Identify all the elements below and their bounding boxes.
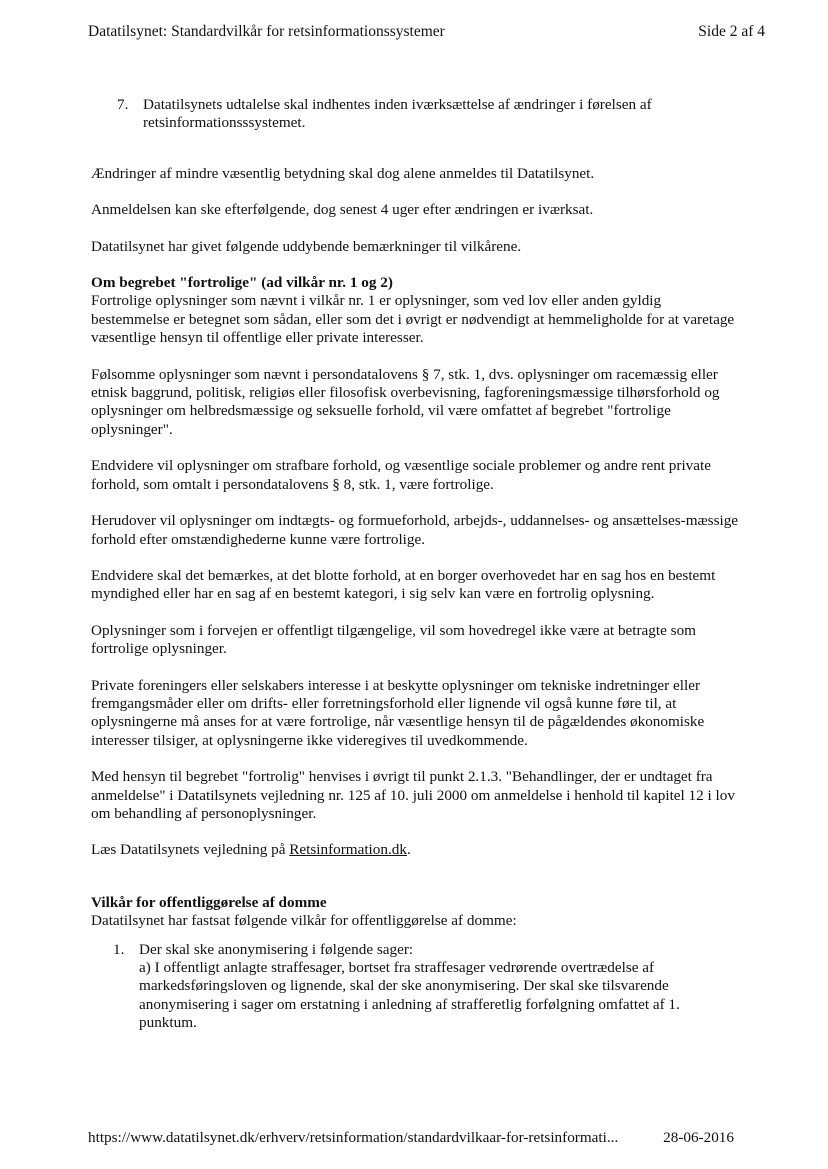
list-item-number: 7. [117, 96, 129, 113]
list-item-number: 1. [113, 940, 125, 958]
page-number: Side 2 af 4 [698, 23, 765, 40]
paragraph-minor-changes: Ændringer af mindre væsentlig betydning skal dog alene anmeldes til Datatilsynet. [91, 164, 595, 182]
list-item-text: Datatilsynets udtalelse skal indhentes inden iværksættelse af ændringer i førelsen af retsinformationsssystemet. [143, 96, 652, 132]
paragraph-fortrolige-4: Herudover vil oplysninger om indtægts- og formueforhold, arbejds-, uddannelses- og ansættelses-mæssige forhold efter omstændighederne kunne være fortrolige. [91, 512, 739, 548]
paragraph-report-timing: Anmeldelsen kan ske efterfølgende, dog senest 4 uger efter ændringen er iværksat. [91, 201, 594, 219]
paragraph-fortrolige-1: Fortrolige oplysninger som nævnt i vilkår nr. 1 er oplysninger, som ved lov eller anden gyldig bestemmelse er betegnet som sådan, eller som det i øvrigt er nødvendigt at hemmeligholde for at varetage væsentlige hensyn til offentlige eller private interesser. [91, 292, 735, 347]
paragraph-domme-intro: Datatilsynet har fastsat følgende vilkår for offentliggørelse af domme: [91, 912, 517, 930]
document-title: Datatilsynet: Standardvilkår for retsinformationssystemer [88, 23, 445, 40]
page-header [88, 23, 765, 41]
list-item-1 [91, 941, 741, 1033]
read-guide-suffix: . [406, 841, 411, 859]
list-item-7 [91, 96, 741, 133]
paragraph-remarks: Datatilsynet har givet følgende uddybende bemærkninger til vilkårene. [91, 237, 522, 255]
paragraph-fortrolige-5: Endvidere skal det bemærkes, at det blotte forhold, at en borger overhovedet har en sag hos en bestemt myndighed eller har en sag af en bestemt kategori, i sig selv kan være en fortrolig oplysning. [91, 566, 716, 603]
section-heading-domme: Vilkår for offentliggørelse af domme [91, 893, 327, 911]
paragraph-fortrolige-3: Endvidere vil oplysninger om strafbare forhold, og væsentlige sociale problemer og andre rent private forhold, som omtalt i persondatalovens § 8, stk. 1, være fortrolige. [91, 457, 711, 493]
paragraph-fortrolige-7: Private foreningers eller selskabers interesse i at beskytte oplysninger om tekniske indretninger eller fremgangsmåder eller om drifts- eller forretningsforhold eller lignende vil også kunne føre til, at oplysningerne må anses for at være fortrolige, når væsentlige hensyn til de pågældendes økonomiske interesser tilsiger, at oplysningerne ikke videregives til uvedkommende. [91, 676, 705, 749]
list-item-subtext: a) I offentligt anlagte straffesager, bortset fra straffesager vedrørende overtrædelse af markedsføringsloven og lignende, skal der ske anonymisering. Der skal ske tilsvarende anonymisering i sager om erstatning i anledning af strafferetlig forfølgning omfattet af 1. punktum. [139, 959, 680, 1032]
retsinformation-link[interactable]: Retsinformation.dk [289, 841, 407, 859]
list-item-content [129, 941, 741, 1033]
document-body [91, 96, 741, 1033]
read-guide-prefix: Læs Datatilsynets vejledning på [91, 841, 290, 859]
paragraph-fortrolige-6: Oplysninger som i forvejen er offentligt tilgængelige, vil som hovedregel ikke være at betragte som fortrolige oplysninger. [91, 621, 696, 658]
list-item-text: Der skal ske anonymisering i følgende sager: [139, 940, 414, 958]
page-footer [88, 1129, 734, 1147]
source-url: https://www.datatilsynet.dk/erhverv/retsinformation/standardvilkaar-for-retsinformati... [88, 1129, 619, 1146]
section-heading-fortrolige: Om begrebet "fortrolige" (ad vilkår nr. 1 og 2) [91, 274, 393, 292]
paragraph-fortrolige-2: Følsomme oplysninger som nævnt i persondatalovens § 7, stk. 1, dvs. oplysninger om racemæssig eller etnisk baggrund, politisk, religiøs eller filosofisk overbevisning, fagforeningsmæssige tilhørsforhold og oplysninger om helbredsmæssige og seksuelle forhold, vil være omfattet af begrebet "fortrolige oplysninger". [91, 365, 720, 438]
paragraph-fortrolige-8: Med hensyn til begrebet "fortrolig" henvises i øvrigt til punkt 2.1.3. "Behandlinger, der er undtaget fra anmeldelse" i Datatilsynets vejledning nr. 125 af 10. juli 2000 om anmeldelse i henhold til kapitel 12 i lov om behandling af personoplysninger. [91, 768, 735, 822]
paragraph-read-guide [91, 841, 741, 859]
print-date: 28-06-2016 [663, 1129, 734, 1146]
